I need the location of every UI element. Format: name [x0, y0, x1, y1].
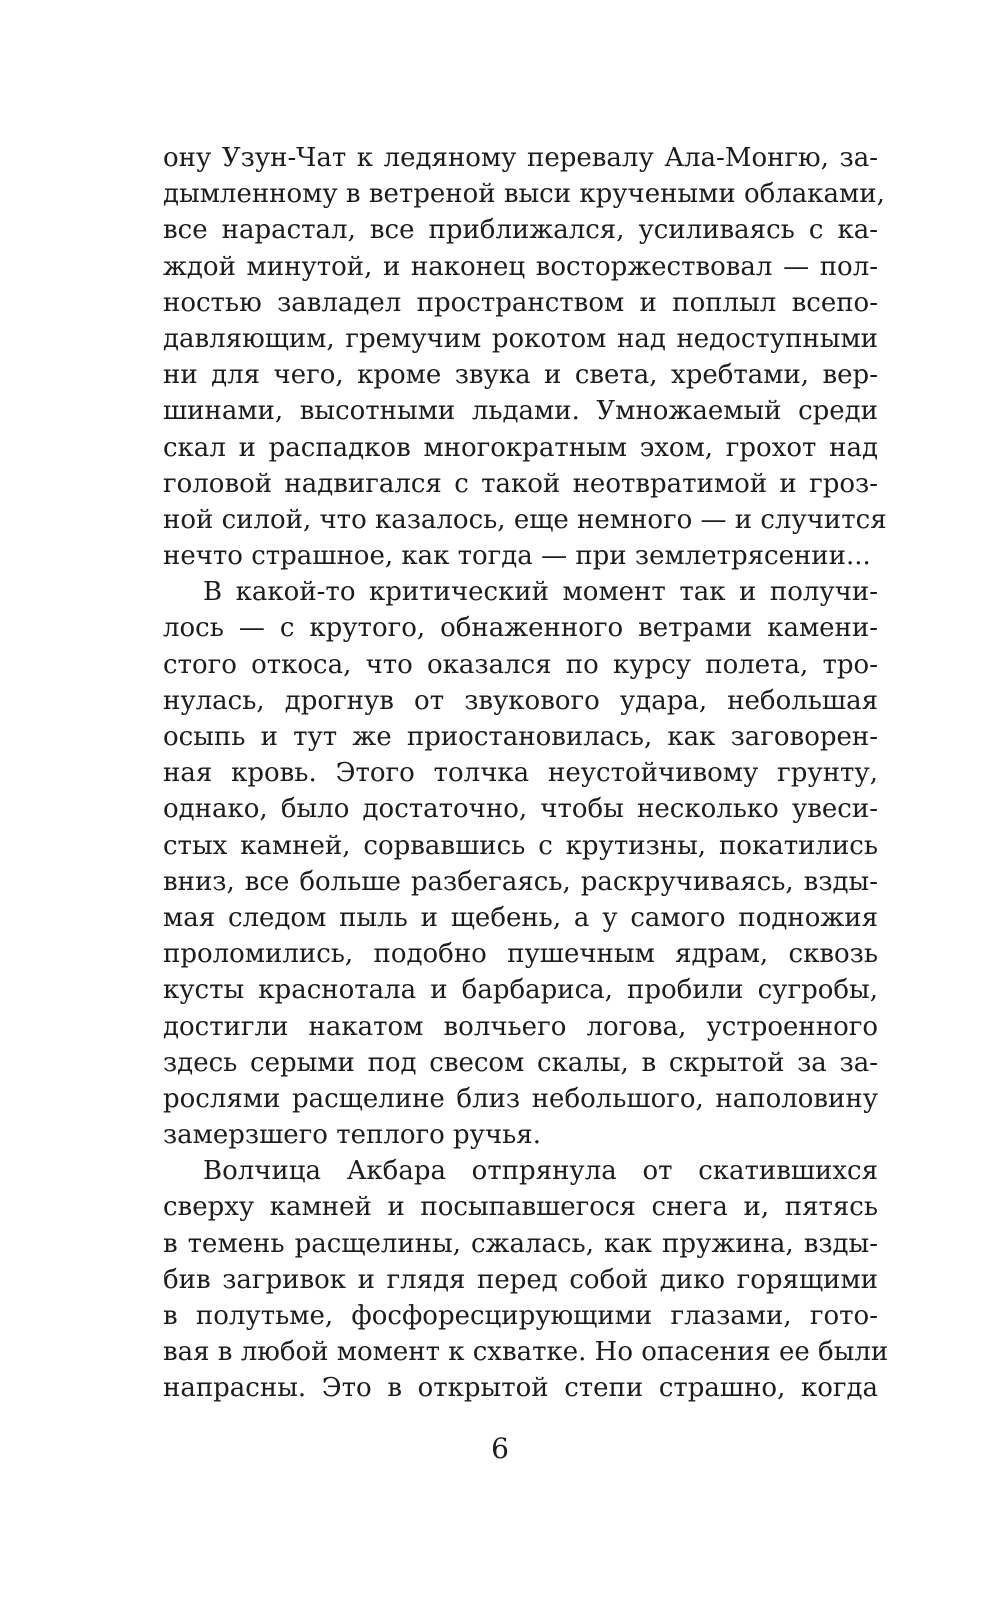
text-line: скал и распадков многократным эхом, грохот над: [163, 432, 878, 463]
text-line: ная кровь. Этого толчка неустойчивому грунту,: [163, 758, 878, 789]
text-line: осыпь и тут же приостановилась, как заговорен-: [163, 722, 878, 752]
text-line: нечто страшное, как тогда — при землетрясении...: [163, 541, 871, 572]
page-number: 6: [491, 1432, 509, 1465]
text-line: напрасны. Это в открытой степи страшно, когда: [163, 1373, 878, 1404]
body-text: [163, 140, 889, 1407]
text-line: вниз, все больше разбегаясь, раскручиваясь, взды-: [163, 866, 878, 897]
text-line: рослями расщелине близ небольшого, наполовину: [163, 1083, 878, 1114]
paragraph-first-line: В какой-то критический момент так и получи-: [203, 577, 878, 608]
text-line: лось — с крутого, обнаженного ветрами камени-: [163, 613, 878, 644]
text-line: однако, было достаточно, чтобы несколько увеси-: [163, 794, 878, 825]
text-line: давляющим, гремучим рокотом над недоступными: [163, 323, 878, 354]
text-line: ждой минутой, и наконец восторжествовал — пол-: [163, 251, 878, 282]
text-line: стого откоса, что оказался по курсу полета, тро-: [163, 649, 878, 680]
text-line: в полутьме, фосфоресцирующими глазами, гото-: [163, 1301, 878, 1331]
text-line: шинами, высотными льдами. Умножаемый среди: [163, 396, 878, 427]
text-line: здесь серыми под свесом скалы, в скрытой за за-: [163, 1047, 878, 1078]
text-line: кусты краснотала и барбариса, пробили сугробы,: [163, 975, 878, 1006]
text-line: проломились, подобно пушечным ядрам, сквозь: [163, 939, 878, 970]
text-line: дымленному в ветреной выси кручеными облаками,: [163, 179, 885, 210]
text-line: достигли накатом волчьего логова, устроенного: [163, 1011, 878, 1042]
text-line: ни для чего, кроме звука и света, хребтами, вер-: [163, 360, 878, 391]
text-line: сверху камней и посыпавшегося снега и, пятясь: [163, 1192, 878, 1223]
text-line: мая следом пыль и щебень, а у самого подножия: [163, 902, 878, 933]
text-line: вая в любой момент к схватке. Но опасения ее были: [163, 1337, 889, 1368]
text-line: головой надвигался с такой неотвратимой и гроз-: [163, 468, 878, 499]
text-line: ностью завладел пространством и поплыл всепо-: [163, 287, 878, 318]
text-line: в темень расщелины, сжалась, как пружина, взды-: [163, 1228, 878, 1259]
text-line: нулась, дрогнув от звукового удара, небольшая: [163, 685, 878, 716]
paragraph-first-line: Волчица Акбара отпрянула от скатившихся: [203, 1156, 878, 1187]
text-line: все нарастал, все приближался, усиливаясь с ка-: [163, 215, 878, 246]
text-line: стых камней, сорвавшись с крутизны, покатились: [163, 830, 878, 861]
text-line: ной силой, что казалось, еще немного — и случится: [163, 504, 887, 535]
text-line: бив загривок и глядя перед собой дико горящими: [163, 1264, 878, 1295]
text-line: ону Узун-Чат к ледяному перевалу Ала-Монгю, за-: [163, 143, 878, 173]
text-line: замерзшего теплого ручья.: [163, 1120, 541, 1151]
